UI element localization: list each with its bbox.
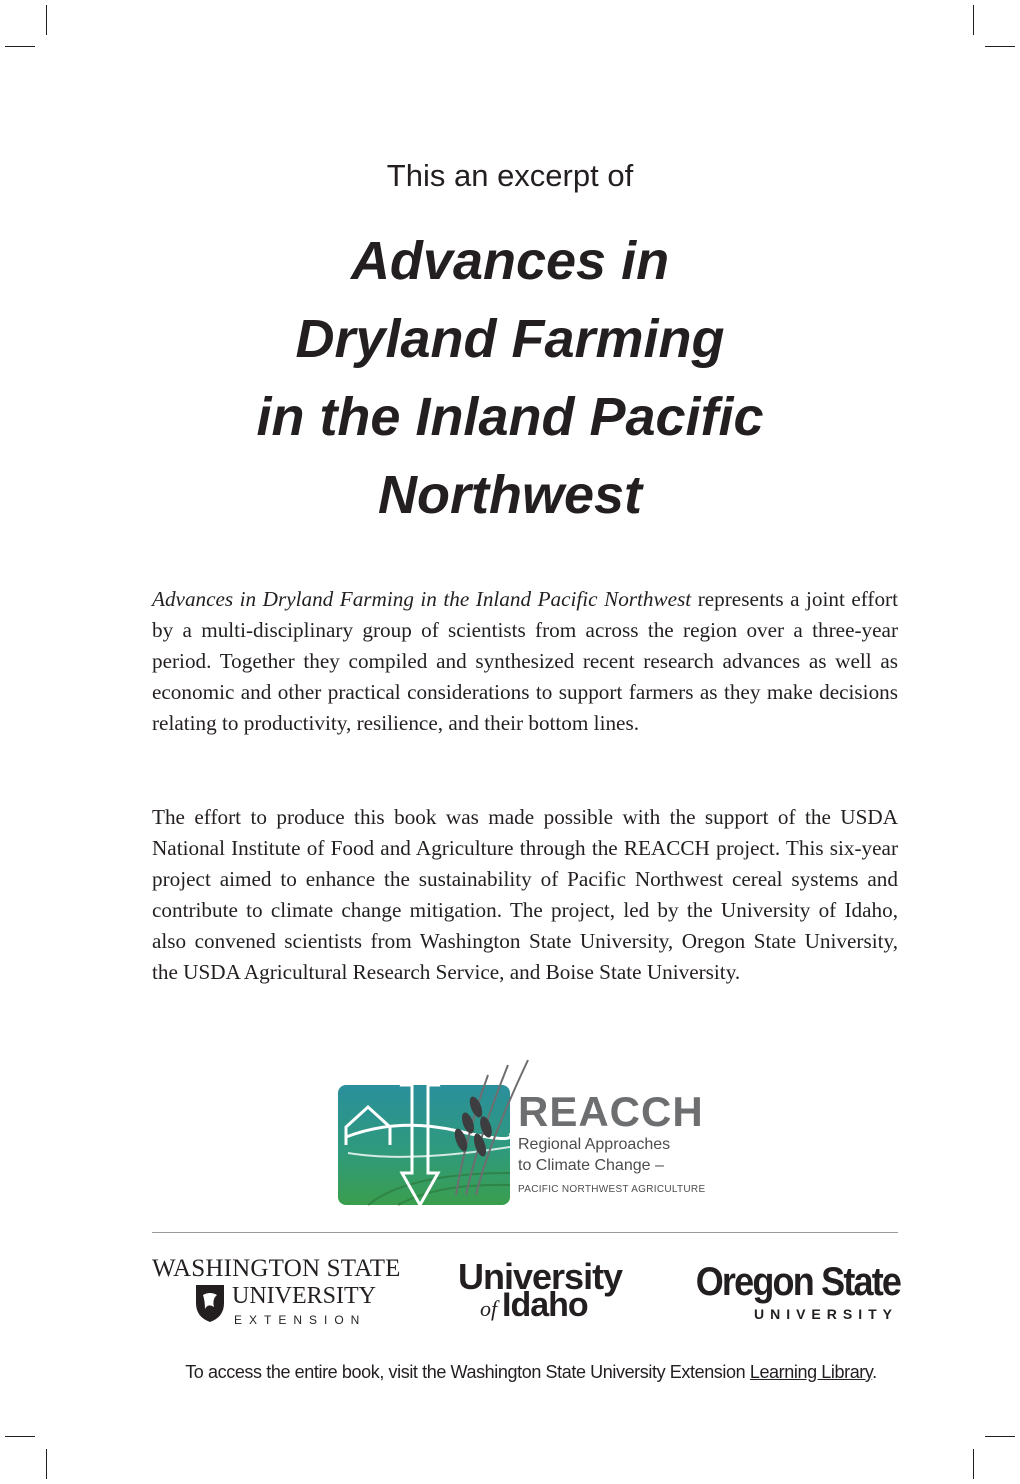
crop-mark — [985, 46, 1015, 47]
divider — [152, 1232, 898, 1233]
crop-mark — [985, 1436, 1015, 1437]
book-title-inline: Advances in Dryland Farming in the Inland Pacific Northwest — [152, 587, 692, 611]
uidaho-university: University — [458, 1256, 623, 1297]
title-line: Advances in — [350, 231, 670, 291]
book-title — [0, 222, 1020, 534]
description-paragraph — [152, 584, 898, 739]
osu-name: Oregon State — [695, 1260, 900, 1304]
description-text: represents a joint effort by a multi-disciplinary group of scientists from across the region over a three-year period. Together they compiled and synthesized recent research advances as well as economic and other practical considerations to support farmers as they make decisions relating to productivity, resilience, and their bottom lines. — [152, 587, 898, 735]
crop-mark — [973, 1449, 974, 1479]
wsu-shield-icon — [194, 1283, 226, 1323]
reacch-wordmark — [518, 1090, 705, 1195]
footer-text: To access the entire book, visit the Washington State University Extension — [185, 1362, 750, 1382]
crop-mark — [46, 5, 47, 35]
wsu-university: UNIVERSITY — [232, 1283, 376, 1309]
reacch-subtitle: Regional Approaches — [518, 1136, 671, 1153]
crop-mark — [973, 5, 974, 35]
uidaho-of: of — [480, 1296, 498, 1321]
reacch-name: REACCH — [518, 1088, 704, 1135]
footer-note — [0, 1362, 1020, 1383]
title-line: Dryland Farming — [295, 309, 725, 369]
oregon-state-logo — [672, 1260, 900, 1324]
title-line: in the Inland Pacific — [256, 387, 764, 447]
wsu-name: WASHINGTON STATE — [152, 1255, 401, 1282]
crop-mark — [5, 1436, 35, 1437]
wsu-extension: EXTENSION — [234, 1313, 367, 1327]
footer-period: . — [872, 1362, 877, 1382]
learning-library-link[interactable]: Learning Library — [749, 1362, 873, 1382]
reacch-tagline: PACIFIC NORTHWEST AGRICULTURE — [518, 1184, 706, 1195]
crop-mark — [46, 1449, 47, 1479]
reacch-subtitle: to Climate Change – — [518, 1157, 664, 1174]
funding-paragraph: The effort to produce this book was made possible with the support of the USDA National Institute of Food and Agriculture through the REACCH project. This six-year project aimed to enhance the sustainability of Pacific Northwest cereal systems and contribute to climate change mitigation. The project, led by the University of Idaho, also convened scientists from Washington State University, Oregon State University, the USDA Agricultural Research Service, and Boise State University. — [152, 805, 898, 984]
uidaho-idaho: Idaho — [502, 1286, 588, 1324]
title-line: Northwest — [377, 465, 642, 525]
wsu-extension-logo — [152, 1255, 412, 1335]
crop-mark — [5, 46, 35, 47]
university-of-idaho-logo — [458, 1256, 628, 1328]
intro-text: This an excerpt of — [386, 158, 634, 193]
osu-university: UNIVERSITY — [753, 1306, 898, 1322]
